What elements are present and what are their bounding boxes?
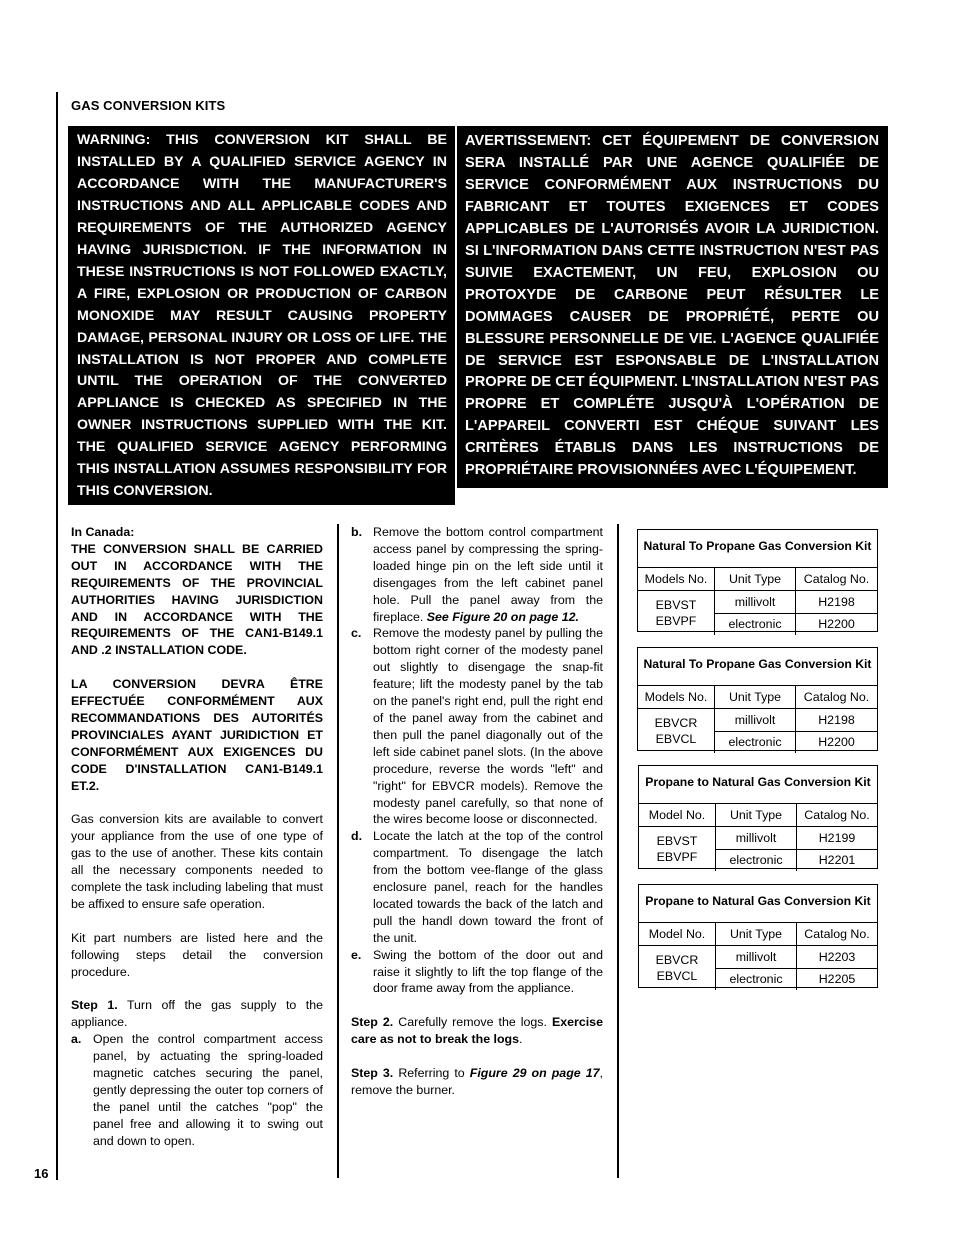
column-header: Unit Type [715,568,796,590]
model-number: EBVCL [656,969,698,983]
unit-type-cell: millivolt [715,591,796,613]
table-row [715,614,877,636]
model-number: EBVPF [655,614,697,628]
step-1e [351,947,603,998]
canada-requirement-fr: LA CONVERSION DEVRA ÊTRE EFFECTUÉE CONFORMÉMENT AUX RECOMMANDATIONS DES AUTORITÉS PROVINCIALES AYANT JURIDICTION ET CONFORMÉMENT AUX EXIGENCES DU CODE D'INSTALLATION CAN1-B149.1 ET.2. [71,677,323,793]
left-margin-rule [56,92,58,1180]
column-header: Unit Type [716,804,797,826]
model-cell [639,946,716,990]
model-number: EBVCL [655,732,697,746]
table-header-row [639,923,877,946]
column-header: Models No. [638,568,715,590]
step-3 [351,1065,603,1099]
table-title: Natural To Propane Gas Conversion Kit [643,539,872,553]
table-row [715,732,877,754]
conversion-kit-table [638,765,878,869]
unit-type-cell: electronic [716,850,797,872]
model-number: EBVCR [655,953,699,967]
catalog-number-cell: H2201 [818,853,856,868]
step-1b-label: b. [351,525,363,539]
table-row [716,946,877,969]
conversion-kit-table [638,884,878,988]
catalog-number-cell: H2203 [818,949,856,964]
step-1e-label: e. [351,947,362,962]
table-header-row [639,804,877,827]
step-3-pre: Referring to [398,1065,465,1080]
step-2: Step 2. Carefully remove the logs. Exercise care as not to break the logs. [351,1015,603,1047]
step-1 [71,997,323,1031]
conversion-kit-table [637,647,878,751]
warning-box-french: AVERTISSEMENT: CET ÉQUIPEMENT DE CONVERSION SERA INSTALLÉ PAR UNE AGENCE QUALIFIÉE DE SERVICE CONFORMÉMENT AUX INSTRUCTIONS DU FABRICANT ET TOUTES EXIGENCES ET CODES APPLICABLES DE L'AUTORISÉS AVOIR LA JURIDICTION. SI L'INFORMATION DANS CETTE INSTRUCTION N'EST PAS SUIVIE EXACTEMENT, UN FEU, EXPLOSION OU PROTOXYDE DE CARBONE PEUT RÉSULTER LE DOMMAGES CAUSER DE PROPRIÉTÉ, PERTE OU BLESSURE PERSONNELLE DE VIE. L'AGENCE QUALIFIÉE DE SERVICE EST ESPONSABLE DE L'INSTALLATION PROPRE DE CET ÉQUIPMENT. L'INSTALLATION N'EST PAS PROPRE ET COMPLÉTE JUSQU'À L'OPÉRATION DE L'APPAREIL CONVERTI EST CHÉQUE SUIVANT LES CRITÈRES ÉTABLIS DANS LES INSTRUCTIONS DE PROPRIÉTAIRE PROVISIONNÉES AVEC L'ÉQUIPEMENT. [457,126,888,488]
catalog-number-cell: H2199 [818,830,856,845]
figure-29-reference[interactable]: Figure 29 on page 17 [469,1065,600,1080]
column-header: Models No. [638,686,715,708]
column-divider-2 [617,524,619,1178]
step-1b-text: Remove the bottom control compartment access panel by compressing the spring-loaded hinge pin on the left side until it disengages from the left cabinet panel hole. Pull the panel away from the fireplace. [373,525,603,624]
column-header: Unit Type [716,923,797,945]
step-1b [351,524,603,625]
step-1a-text: Open the control compartment access panel, by actuating the spring-loaded magnetic catches securing the panel, gently depressing the outer top corners of the panel until the catches "pop" the panel free and allowing it to swing out and down to open. [93,1032,323,1148]
model-number: EBVPF [656,850,698,864]
warning-box-english: WARNING: THIS CONVERSION KIT SHALL BE INSTALLED BY A QUALIFIED SERVICE AGENCY IN ACCORDANCE WITH THE MANUFACTURER'S INSTRUCTIONS AND ALL APPLICABLE CODES AND REQUIREMENTS OF THE AUTHORIZED AGENCY HAVING JURISDICTION. IF THE INFORMATION IN THESE INSTRUCTIONS IS NOT FOLLOWED EXACTLY, A FIRE, EXPLOSION OR PRODUCTION OF CARBON MONOXIDE MAY RESULT CAUSING PROPERTY DAMAGE, PERSONAL INJURY OR LOSS OF LIFE. THE INSTALLATION IS NOT PROPER AND COMPLETE UNTIL THE OPERATION OF THE CONVERTED APPLIANCE IS CHECKED AS SPECIFIED IN THE OWNER INSTRUCTIONS SUPPLIED WITH THE KIT. THE QUALIFIED SERVICE AGENCY PERFORMING THIS INSTALLATION ASSUMES RESPONSIBILITY FOR THIS CONVERSION. [68,126,455,505]
step-1c-label: c. [351,626,362,641]
page-number: 16 [34,1166,49,1181]
step-1a [71,1031,323,1149]
step-1a-label: a. [71,1032,82,1047]
table-title: Propane to Natural Gas Conversion Kit [645,894,871,908]
step-1d [351,828,603,946]
catalog-number-cell: H2198 [818,594,855,609]
column-header: Model No. [639,923,716,945]
table-row [715,709,877,732]
step-1c-text: Remove the modesty panel by pulling the bottom right corner of the modesty panel out slightly to disengage the snap-fit feature; lift the modesty panel by the tab on the panel's right end, pull the right end of the panel away from the cabinet and then pull the panel diagonally out of the left side cabinet panel slots. (In the above procedure, reverse the words "left" and "right" for EBVCR models). Remove the modesty panel carefully, so that none of the wires become loose or disconnected. [373,626,603,827]
column-header: Unit Type [715,686,796,708]
step-1c [351,625,603,828]
table-row [716,850,877,872]
figure-20-reference[interactable]: See Figure 20 on page 12. [426,609,579,624]
catalog-number-cell: H2200 [818,735,855,750]
unit-type-cell: millivolt [715,709,796,731]
catalog-number-cell: H2205 [818,972,856,987]
table-row [716,827,877,850]
step-1-text: Turn off the gas supply to the appliance. [71,998,323,1030]
column-header: Model No. [639,804,716,826]
step-2-label: Step 2. [351,1015,394,1030]
column-header: Catalog No. [803,572,870,586]
intro-paragraph: Gas conversion kits are available to convert your appliance from the use of one type of gas to the use of another. These kits contain all the necessary components needed to complete the task including labeling that must be affixed to ensure safe operation. [71,812,323,911]
model-number: EBVCR [654,716,698,730]
table-row [715,591,877,614]
section-title: GAS CONVERSION KITS [71,98,226,113]
column-2 [351,524,603,1099]
unit-type-cell: electronic [715,732,796,754]
table-title: Propane to Natural Gas Conversion Kit [645,775,871,789]
canada-requirement-en: THE CONVERSION SHALL BE CARRIED OUT IN ACCORDANCE WITH THE REQUIREMENTS OF THE PROVINCIAL AUTHORITIES HAVING JURISDICTION AND IN ACCORDANCE WITH THE REQUIREMENTS OF THE CAN1-B149.1 AND .2 INSTALLATION CODE. [71,541,323,658]
table-header-row [638,686,877,709]
step-3-label: Step 3. [351,1065,394,1080]
column-1 [71,524,323,1149]
step-1-label: Step 1. [71,998,118,1013]
unit-type-cell: electronic [716,969,797,991]
model-number: EBVST [655,598,697,612]
step-1d-text: Locate the latch at the top of the control compartment. To disengage the latch from the bottom vee-flange of the glass enclosure panel, reach for the handles located towards the back of the latch and pull the handl down toward the front of the unit. [373,829,603,945]
column-divider-1 [337,524,339,1178]
table-title: Natural To Propane Gas Conversion Kit [643,657,872,671]
step-2-text: Carefully remove the logs. [398,1015,547,1030]
step-3-post: , remove the burner. [351,1065,603,1097]
canada-heading: In Canada: [71,525,135,539]
kit-numbers-paragraph: Kit part numbers are listed here and the following steps detail the conversion procedure. [71,930,323,979]
column-header: Catalog No. [803,690,870,704]
column-header: Catalog No. [804,927,870,941]
catalog-number-cell: H2198 [818,712,855,727]
model-cell [638,709,715,753]
column-header: Catalog No. [804,808,870,822]
step-2-caution: Exercise care as not to break the logs [351,1015,603,1047]
model-cell [639,827,716,871]
step-1e-text: Swing the bottom of the door out and raise it slightly to lift the top flange of the door frame away from the appliance. [373,947,603,996]
unit-type-cell: millivolt [716,946,797,968]
table-header-row [638,568,877,591]
model-cell [638,591,715,635]
model-number: EBVST [656,834,698,848]
unit-type-cell: electronic [715,614,796,636]
unit-type-cell: millivolt [716,827,797,849]
conversion-kit-table [637,529,878,632]
table-row [716,969,877,991]
step-1d-label: d. [351,829,363,844]
catalog-number-cell: H2200 [818,617,855,632]
